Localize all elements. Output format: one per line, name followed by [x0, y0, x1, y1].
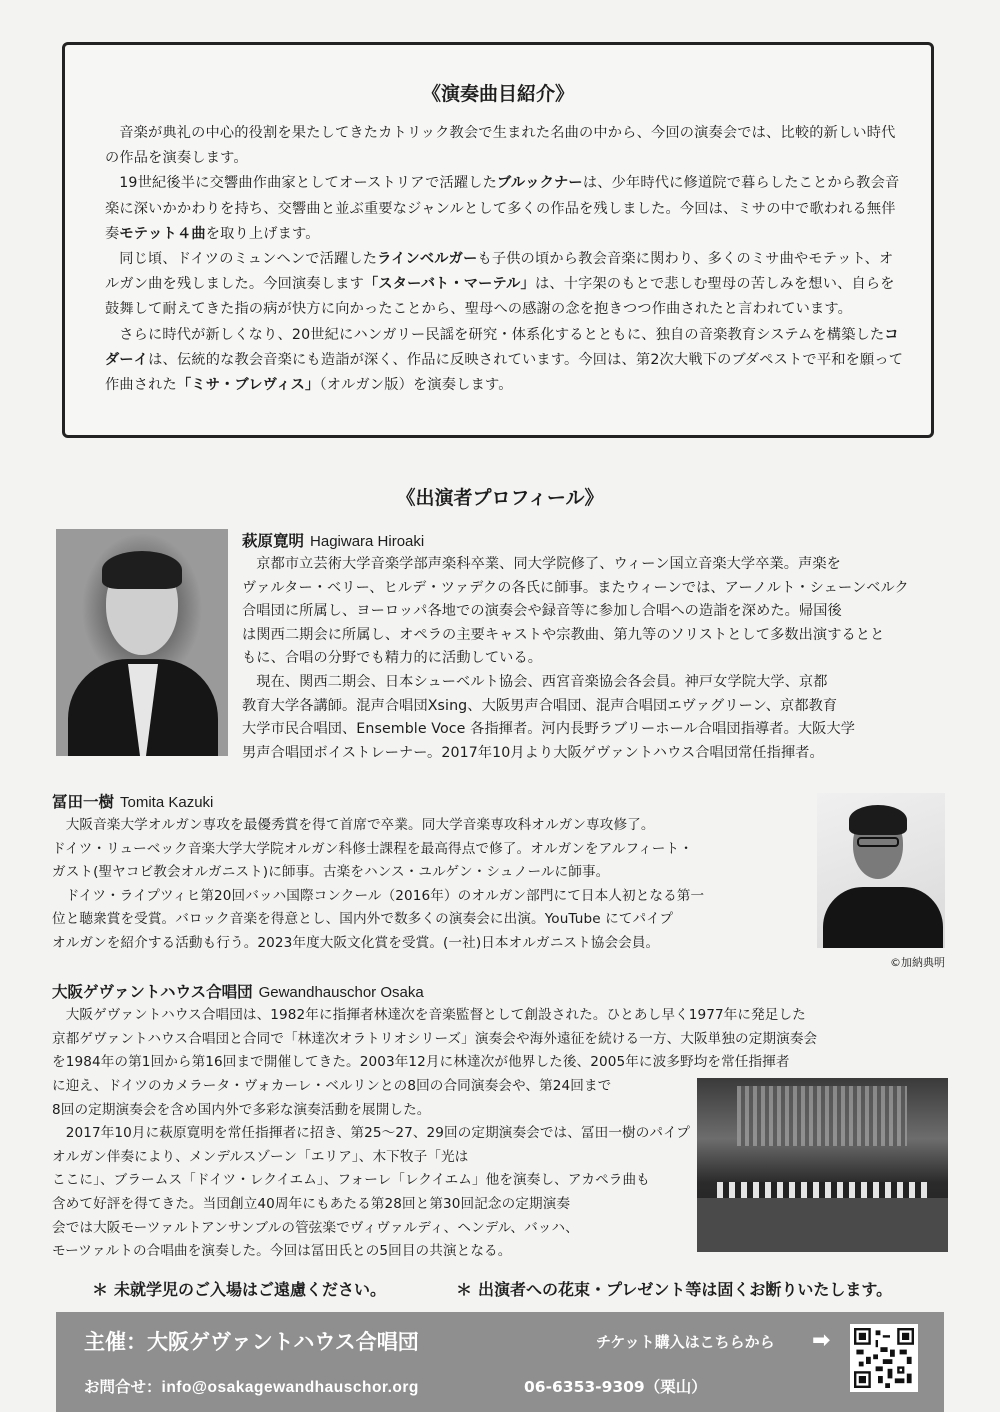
photo-stage — [697, 1198, 948, 1252]
bio-line: 位と聴衆賞を受賞。バロック音楽を得意とし、国内外で数多くの演奏会に出演。YouTube にてパイプ — [52, 911, 674, 928]
notice-text: 未就学児のご入場はご遠慮ください。 — [114, 1280, 387, 1299]
photo-credit: ©加納典明 — [890, 956, 945, 969]
photo-hair — [102, 551, 182, 589]
bio-line: に迎え、ドイツのカメラータ・ヴォカーレ・ベルリンとの8回の合同演奏会や、第24回まで — [52, 1078, 612, 1094]
qr-code-graphic — [854, 1328, 914, 1388]
footer — [56, 1312, 944, 1412]
bio-line: 京都ゲヴァントハウス合唱団と合同で「林達次オラトリオシリーズ」演奏会や海外遠征を続ける一方、大阪単独の定期演奏会 — [52, 1030, 818, 1047]
program-paragraph-1: 音楽が典礼の中心的役割を果たしてきたカトリック教会で生まれた名曲の中から、今回の演奏会では、比較的新しい時代の作品を演奏します。 — [105, 125, 896, 167]
star-icon: ＊ — [456, 1280, 473, 1299]
bio-line: ヴァルター・ベリー、ヒルデ・ツァデクの各氏に師事。またウィーンでは、アーノルト・シェーンベルク — [242, 579, 909, 596]
work-stabat-mater: 「スターバト・マーテル」 — [363, 276, 535, 293]
text: さらに時代が新しくなり、20世紀にハンガリー民謡を研究・体系化するとともに、独自の音楽教育システムを構築した — [119, 326, 885, 343]
program-text — [105, 121, 905, 398]
choir-photo — [697, 1078, 948, 1252]
bio-line: ドイツ・ライプツィヒ第20回バッハ国際コンクール（2016年）のオルガン部門にて日本人初となる第一 — [52, 887, 705, 904]
composer-bruckner: ブルックナー — [497, 175, 583, 192]
photo-glasses — [857, 837, 899, 847]
program-box — [62, 42, 934, 438]
notice-gifts — [456, 1277, 892, 1300]
qr-code-icon[interactable] — [850, 1324, 918, 1392]
program-paragraph-4 — [105, 323, 905, 399]
photo-body — [823, 887, 943, 948]
program-title: 《演奏曲目紹介》 — [421, 83, 574, 105]
hagiwara-photo — [56, 529, 228, 756]
name-roman: Gewandhauschor Osaka — [258, 984, 424, 1001]
notice-children — [92, 1277, 386, 1300]
text: は、十字架のもとで悲しむ聖母の苦しみを想い、自らを鼓舞して耐えてきた指の病が快方に向かったことから、聖母への感謝の念を抱きつつ作曲されたと言われています。 — [105, 276, 895, 318]
contact-email[interactable]: info@osakagewandhauschor.org — [161, 1379, 419, 1396]
choir-bio-short — [52, 1075, 692, 1264]
arrow-right-icon: ➡ — [812, 1328, 831, 1353]
name-jp: 大阪ゲヴァントハウス合唱団 — [52, 983, 253, 1001]
composer-kodaly: コダーイ — [105, 326, 899, 368]
text: は、少年時代に修道院で暮らしたことから教会音楽に深いかかわりを持ち、交響曲と並ぶ重要なジャンルとして多くの作品を残しました。今回は、ミサの中で歌われる無伴奏 — [105, 175, 900, 242]
name-roman: Tomita Kazuki — [120, 794, 214, 811]
work-missa-brevis: 「ミサ・ブレヴィス」 — [176, 377, 320, 394]
bio-line: 合唱団に所属し、ヨーロッパ各地での演奏会や録音等に参加し合唱への造詣を深めた。帰国後 — [242, 603, 842, 620]
bio-line: ガスト(聖ヤコビ教会オルガニスト)に師事。古楽をハンス・ユルゲン・シュノールに師事。 — [52, 864, 610, 881]
bio-line: 男声合唱団ボイストレーナー。2017年10月より大阪ゲヴァントハウス合唱団常任指揮者。 — [242, 744, 824, 761]
bio-line: 京都市立芸術大学音楽学部声楽科卒業、同大学院修了、ウィーン国立音楽大学卒業。声楽を — [242, 556, 841, 572]
program-paragraph-2 — [105, 171, 905, 247]
bio-line: 大阪ゲヴァントハウス合唱団は、1982年に指揮者林達次を音楽監督として創設された。ひとあし早く1977年に発足した — [52, 1007, 806, 1023]
bio-line: 8回の定期演奏会を含め国内外で多彩な演奏活動を展開した。 — [52, 1101, 431, 1118]
bio-line: 現在、関西二期会、日本シューベルト協会、西宮音楽協会各会員。神戸女学院大学、京都 — [242, 673, 828, 690]
contact-label: お問合せ： — [84, 1378, 162, 1396]
ticket-link[interactable]: チケット購入はこちらから — [596, 1333, 775, 1351]
bio-line: ドイツ・リューベック音楽大学大学院オルガン科修士課程を最高得点で修了。オルガンをアルフィート・ — [52, 840, 693, 857]
text: 同じ頃、ドイツのミュンヘンで活躍した — [119, 251, 378, 268]
tomita-photo — [817, 793, 945, 948]
name-roman: Hagiwara Hiroaki — [310, 533, 425, 550]
tomita-bio — [52, 814, 812, 956]
bio-line: もに、合唱の分野でも精力的に活動している。 — [242, 650, 543, 667]
text: （オルガン版）を演奏します。 — [319, 377, 513, 394]
text: は、伝統的な教会音楽にも造詣が深く、作品に反映されています。今回は、第2次大戦下のブダペストで平和を願って作曲された — [105, 351, 904, 394]
contact — [84, 1375, 419, 1397]
bio-line: 教育大学各講師。混声合唱団Xsing、大阪男声合唱団、混声合唱団エヴァグリーン、京都教育 — [242, 697, 838, 714]
contact-phone[interactable]: 06-6353-9309（栗山） — [524, 1378, 707, 1396]
organizer: 主催：大阪ゲヴァントハウス合唱団 — [84, 1330, 419, 1354]
hagiwara-name — [242, 529, 424, 551]
bio-line: ここに」、ブラームス「ドイツ・レクイエム」、フォーレ「レクイエム」他を演奏し、アカペラ曲も — [52, 1172, 650, 1189]
bio-line: モーツァルトの合唱曲を演奏した。今回は冨田氏との5回目の共演となる。 — [52, 1243, 512, 1260]
name-jp: 冨田一樹 — [52, 793, 115, 811]
text: を取り上げます。 — [205, 225, 320, 242]
bio-line: 含めて好評を得てきた。当団創立40周年にもあたる第28回と第30回記念の定期演奏 — [52, 1195, 571, 1212]
name-jp: 萩原寛明 — [242, 532, 305, 550]
hagiwara-bio — [242, 553, 942, 765]
choir-name — [52, 980, 424, 1002]
composer-rheinberger: ラインベルガー — [377, 251, 478, 268]
text: 19世紀後半に交響曲作曲家としてオーストリアで活躍した — [119, 175, 498, 192]
text: も子供の頃から教会音楽に関わり、多くのミサ曲やモテット、オルガン曲を残しました。今回演奏します — [105, 251, 894, 293]
bio-line: オルガンを紹介する活動も行う。2023年度大阪文化賞を受賞。(一社)日本オルガニスト協会会員。 — [52, 934, 660, 951]
photo-hair — [849, 805, 907, 835]
tomita-name — [52, 790, 213, 812]
program-paragraph-3 — [105, 247, 905, 323]
choir-bio-full — [52, 1004, 942, 1075]
star-icon: ＊ — [92, 1280, 109, 1299]
bio-line: を1984年の第1回から第16回まで開催してきた。2003年12月に林達次が他界した後、2005年に波多野均を常任指揮者 — [52, 1054, 790, 1071]
photo-organ — [737, 1086, 907, 1146]
profiles-title: 《出演者プロフィール》 — [396, 487, 604, 509]
bio-line: 会では大阪モーツァルトアンサンブルの管弦楽でヴィヴァルディ、ヘンデル、バッハ、 — [52, 1219, 579, 1236]
notice-text: 出演者への花束・プレゼント等は固くお断りいたします。 — [478, 1280, 893, 1299]
bio-line: は関西二期会に所属し、オペラの主要キャストや宗教曲、第九等のソリストとして多数出演するとと — [242, 626, 885, 643]
bio-line: 大学市民合唱団、Ensemble Voce 各指揮者。河内長野ラブリーホール合唱団指導者。大阪大学 — [242, 721, 856, 738]
bio-line: 2017年10月に萩原寛明を常任指揮者に招き、第25～27、29回の定期演奏会では、冨田一樹のパイプオルガン伴奏により、メンデルスゾーン「エリア」、木下牧子「光は — [52, 1125, 691, 1165]
bio-line: 大阪音楽大学オルガン専攻を最優秀賞を得て首席で卒業。同大学音楽専攻科オルガン専攻修了。 — [52, 817, 655, 833]
work-motets: モテット４曲 — [119, 225, 206, 242]
